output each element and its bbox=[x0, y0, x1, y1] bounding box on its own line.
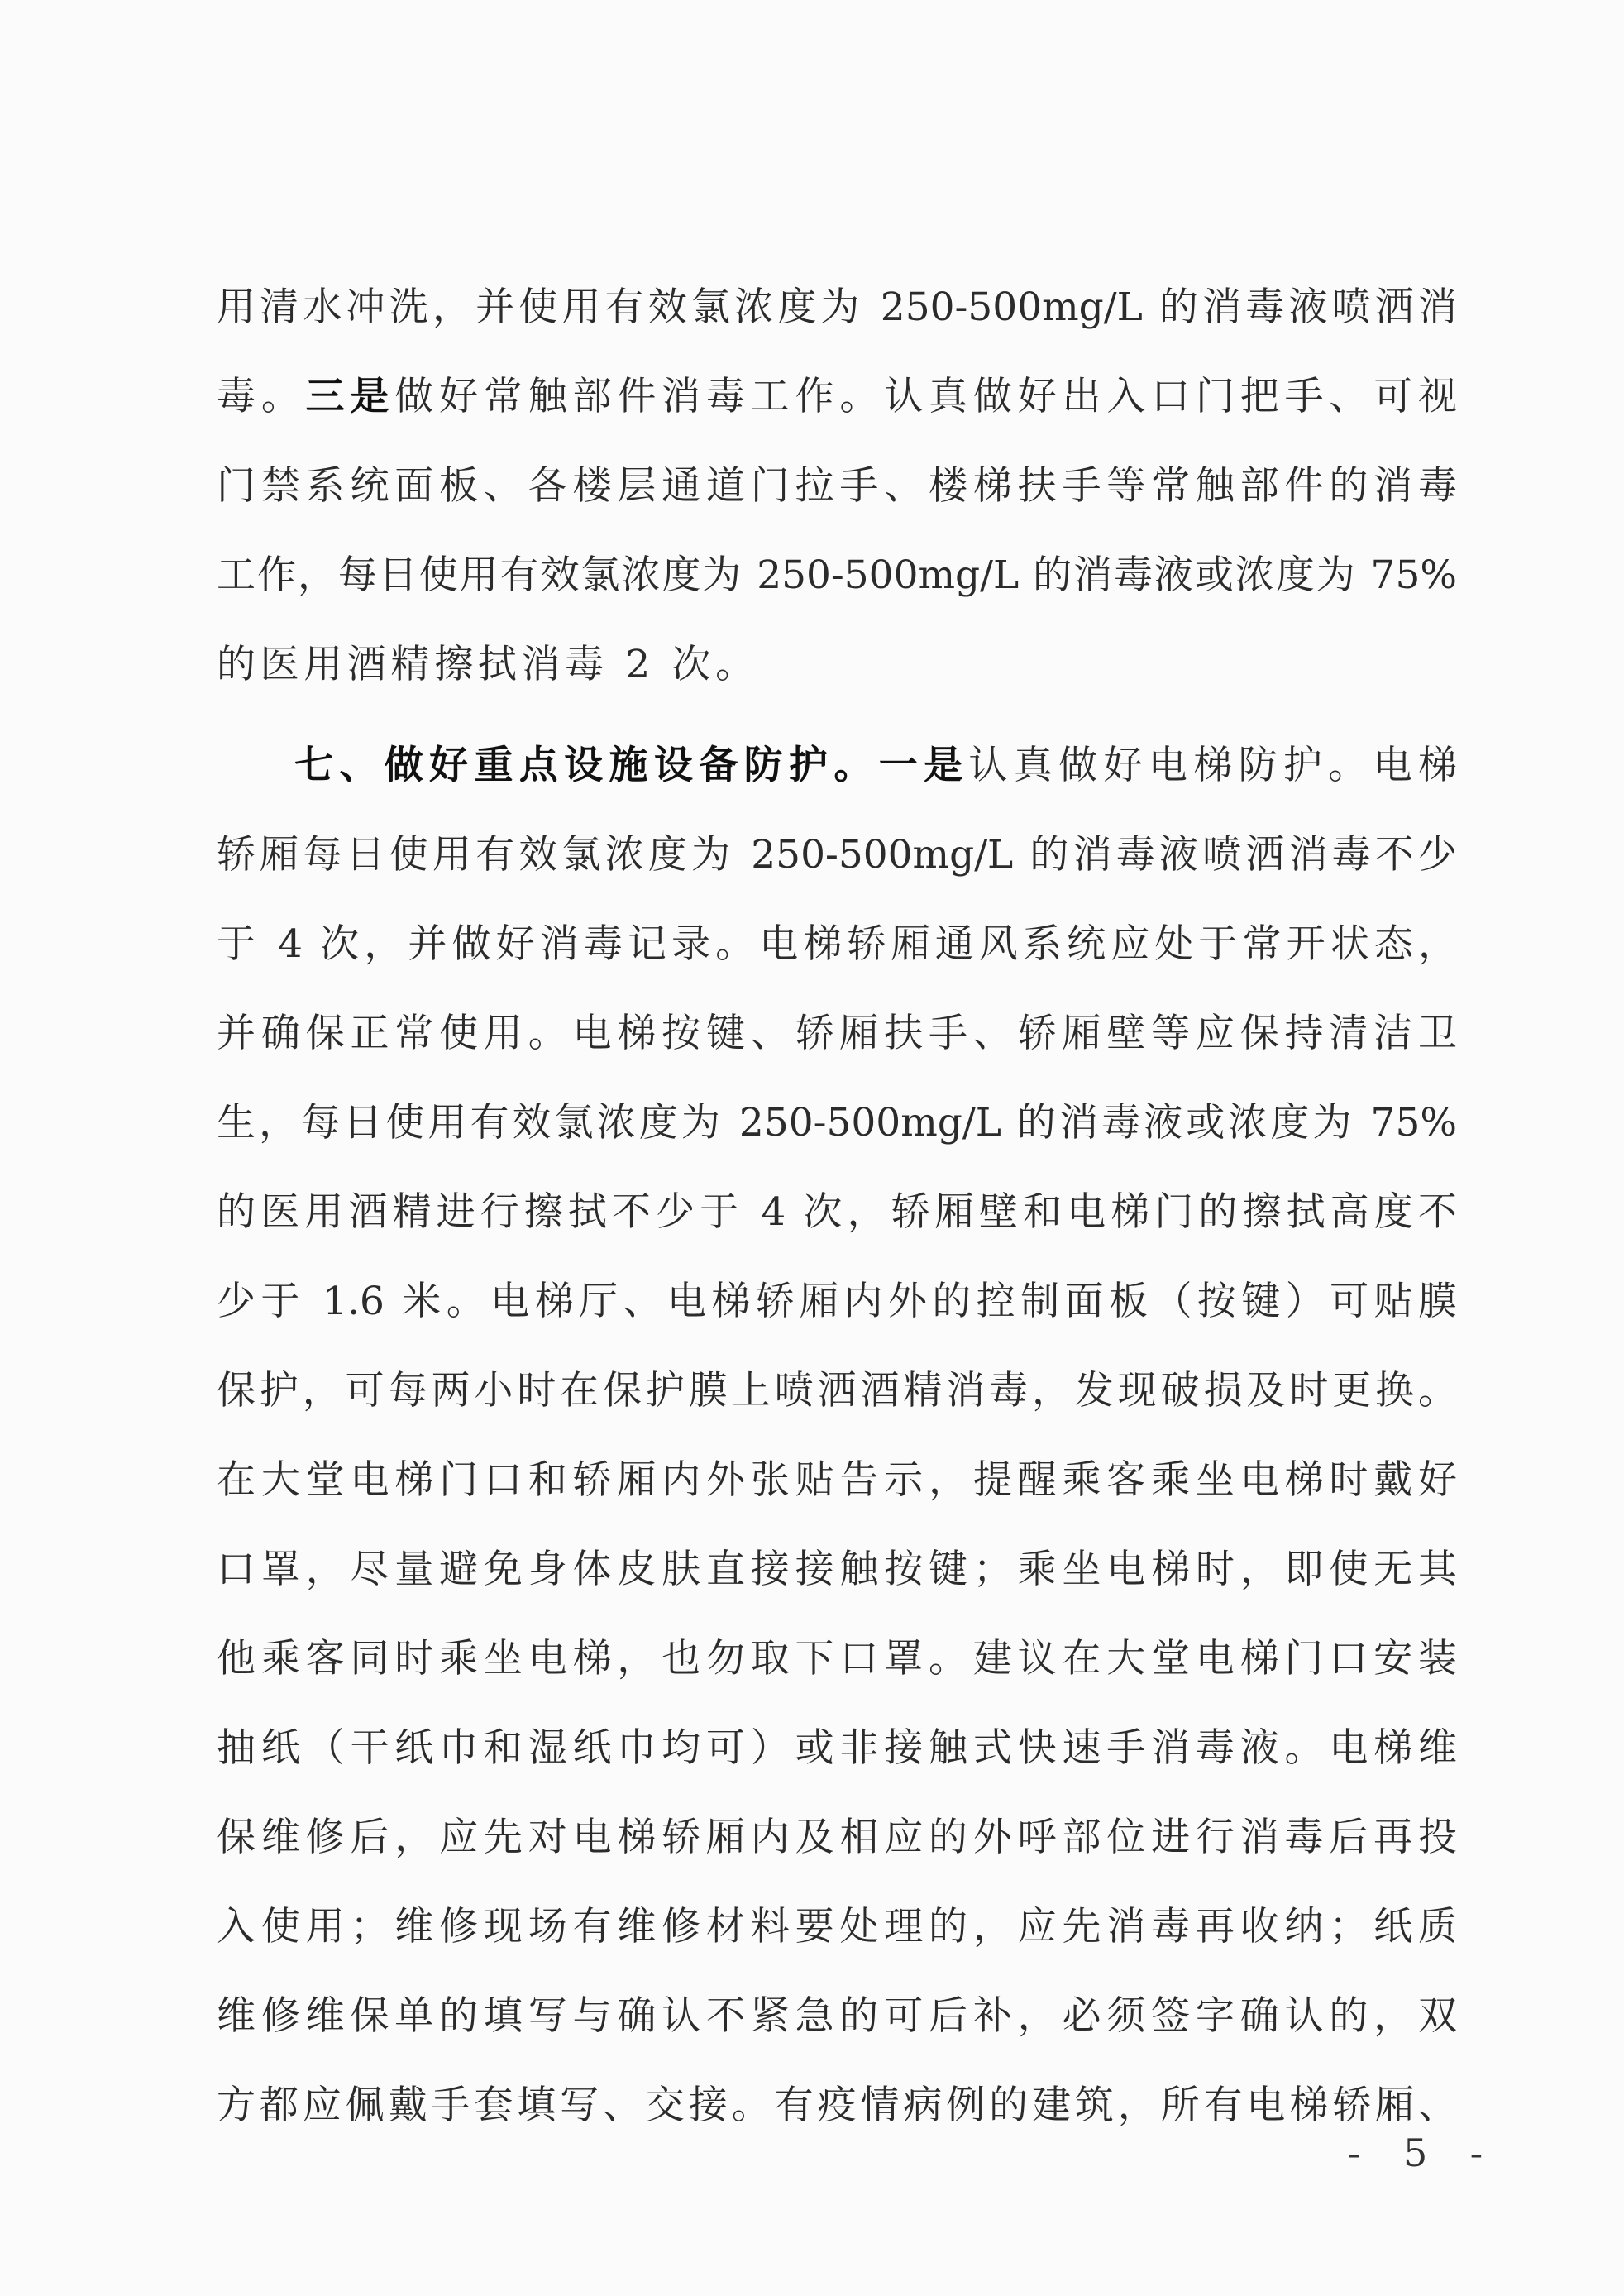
emphasis-label: 一是 bbox=[878, 743, 969, 788]
text-line: 保护，可每两小时在保护膜上喷洒酒精消毒，发现破损及时更换。 bbox=[217, 1368, 1457, 1413]
text-line: 他乘客同时乘坐电梯，也勿取下口罩。建议在大堂电梯门口安装 bbox=[217, 1636, 1457, 1681]
text-line: 工作，每日使用有效氯浓度为 250-500mg/L 的消毒液或浓度为 75% bbox=[217, 552, 1457, 598]
text-line: 毒。三是做好常触部件消毒工作。认真做好出入口门把手、可视 bbox=[217, 374, 1458, 419]
text-line: 少于 1.6 米。电梯厅、电梯轿厢内外的控制面板（按键）可贴膜 bbox=[217, 1279, 1457, 1324]
text-line: 保维修后，应先对电梯轿厢内及相应的外呼部位进行消毒后再投 bbox=[217, 1815, 1457, 1860]
text-line: 并确保正常使用。电梯按键、轿厢扶手、轿厢壁等应保持清洁卫 bbox=[217, 1011, 1457, 1056]
text-line: 生，每日使用有效氯浓度为 250-500mg/L 的消毒液或浓度为 75% bbox=[217, 1100, 1457, 1146]
section-heading-line: 七、做好重点设施设备防护。一是认真做好电梯防护。电梯 bbox=[294, 743, 1458, 788]
text-line: 维修维保单的填写与确认不紧急的可后补，必须签字确认的，双 bbox=[217, 1993, 1457, 2039]
text-line: 入使用；维修现场有维修材料要处理的，应先消毒再收纳；纸质 bbox=[217, 1904, 1457, 1949]
page-number: - 5 - bbox=[1348, 2131, 1498, 2175]
text-line: 轿厢每日使用有效氯浓度为 250-500mg/L 的消毒液喷洒消毒不少 bbox=[217, 832, 1457, 878]
text-line: 方都应佩戴手套填写、交接。有疫情病例的建筑，所有电梯轿厢、 bbox=[217, 2083, 1457, 2128]
section-heading: 七、做好重点设施设备防护。 bbox=[294, 743, 879, 788]
text-line: 用清水冲洗，并使用有效氯浓度为 250-500mg/L 的消毒液喷洒消 bbox=[217, 285, 1457, 330]
text-line: 口罩，尽量避免身体皮肤直接接触按键；乘坐电梯时，即使无其 bbox=[217, 1547, 1457, 1592]
text-line: 于 4 次，并做好消毒记录。电梯轿厢通风系统应处于常开状态， bbox=[217, 921, 1457, 967]
text-line: 在大堂电梯门口和轿厢内外张贴告示，提醒乘客乘坐电梯时戴好 bbox=[217, 1457, 1457, 1503]
text-line: 的医用酒精擦拭消毒 2 次。 bbox=[217, 642, 759, 687]
emphasis-label: 三是 bbox=[305, 374, 395, 419]
body-text bbox=[217, 263, 1457, 2150]
text-line: 抽纸（干纸巾和湿纸巾均可）或非接触式快速手消毒液。电梯维 bbox=[217, 1725, 1457, 1771]
paragraph-spacer bbox=[217, 710, 1457, 721]
text-line: 的医用酒精进行擦拭不少于 4 次，轿厢壁和电梯门的擦拭高度不 bbox=[217, 1189, 1457, 1235]
text-line: 门禁系统面板、各楼层通道门拉手、楼梯扶手等常触部件的消毒 bbox=[217, 463, 1457, 509]
